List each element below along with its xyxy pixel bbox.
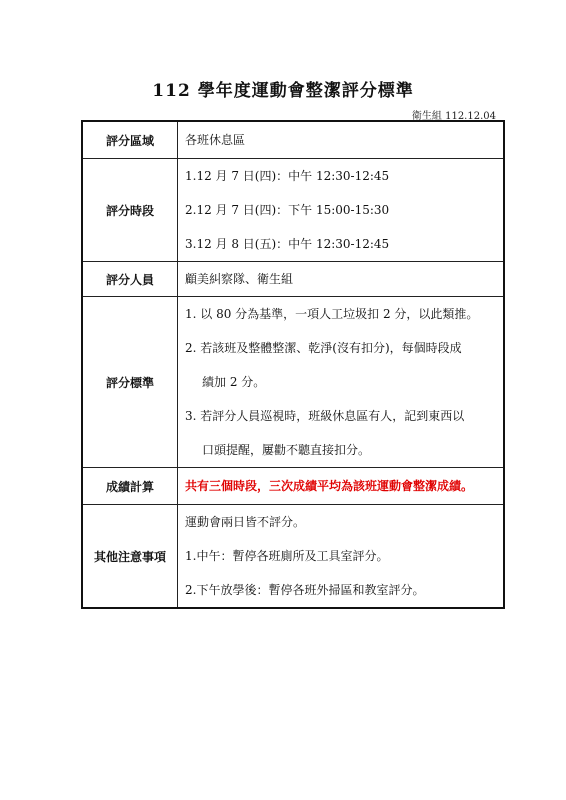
label-criteria: 評分標準 xyxy=(82,297,178,468)
content-time xyxy=(178,159,505,262)
row-criteria xyxy=(82,297,504,468)
time-line-2: 2.12 月 7 日(四)：下午 15:00-15:30 xyxy=(185,203,390,217)
staff-line-1: 顧美糾察隊、衛生組 xyxy=(185,272,294,286)
row-notes xyxy=(82,505,504,609)
content-score xyxy=(178,468,505,505)
content-criteria xyxy=(178,297,505,468)
criteria-line-5: 口頭提醒，屢勸不聽直接扣分。 xyxy=(202,443,371,457)
criteria-line-3: 績加 2 分。 xyxy=(202,375,266,389)
notes-line-2: 1.中午：暫停各班廁所及工具室評分。 xyxy=(185,549,389,563)
label-staff: 評分人員 xyxy=(82,262,178,297)
row-area xyxy=(82,121,504,159)
notes-line-3: 2.下午放學後：暫停各班外掃區和教室評分。 xyxy=(185,583,425,597)
document-title: 112 學年度運動會整潔評分標準 xyxy=(152,81,414,101)
score-line-1: 共有三個時段，三次成績平均為該班運動會整潔成績。 xyxy=(185,479,474,493)
label-area: 評分區域 xyxy=(82,121,178,159)
notes-line-1: 運動會兩日皆不評分。 xyxy=(185,515,306,529)
row-score xyxy=(82,468,504,505)
criteria-line-2: 2. 若該班及整體整潔、乾淨(沒有扣分)，每個時段成 xyxy=(185,341,462,355)
content-notes xyxy=(178,505,505,609)
time-line-1: 1.12 月 7 日(四)：中午 12:30-12:45 xyxy=(185,169,390,183)
area-line-1: 各班休息區 xyxy=(185,133,246,147)
label-notes: 其他注意事項 xyxy=(82,505,178,609)
label-score: 成績計算 xyxy=(82,468,178,505)
issuer-date: 衛生組 112.12.04 xyxy=(411,111,496,122)
criteria-line-4: 3. 若評分人員巡視時，班級休息區有人，記到東西以 xyxy=(185,409,465,423)
content-area xyxy=(178,121,505,159)
scoring-standards-table xyxy=(81,120,505,609)
time-line-3: 3.12 月 8 日(五)：中午 12:30-12:45 xyxy=(185,237,390,251)
content-staff xyxy=(178,262,505,297)
row-staff xyxy=(82,262,504,297)
label-time: 評分時段 xyxy=(82,159,178,262)
row-time xyxy=(82,159,504,262)
criteria-line-1: 1. 以 80 分為基準，一項人工垃圾扣 2 分，以此類推。 xyxy=(185,307,479,321)
